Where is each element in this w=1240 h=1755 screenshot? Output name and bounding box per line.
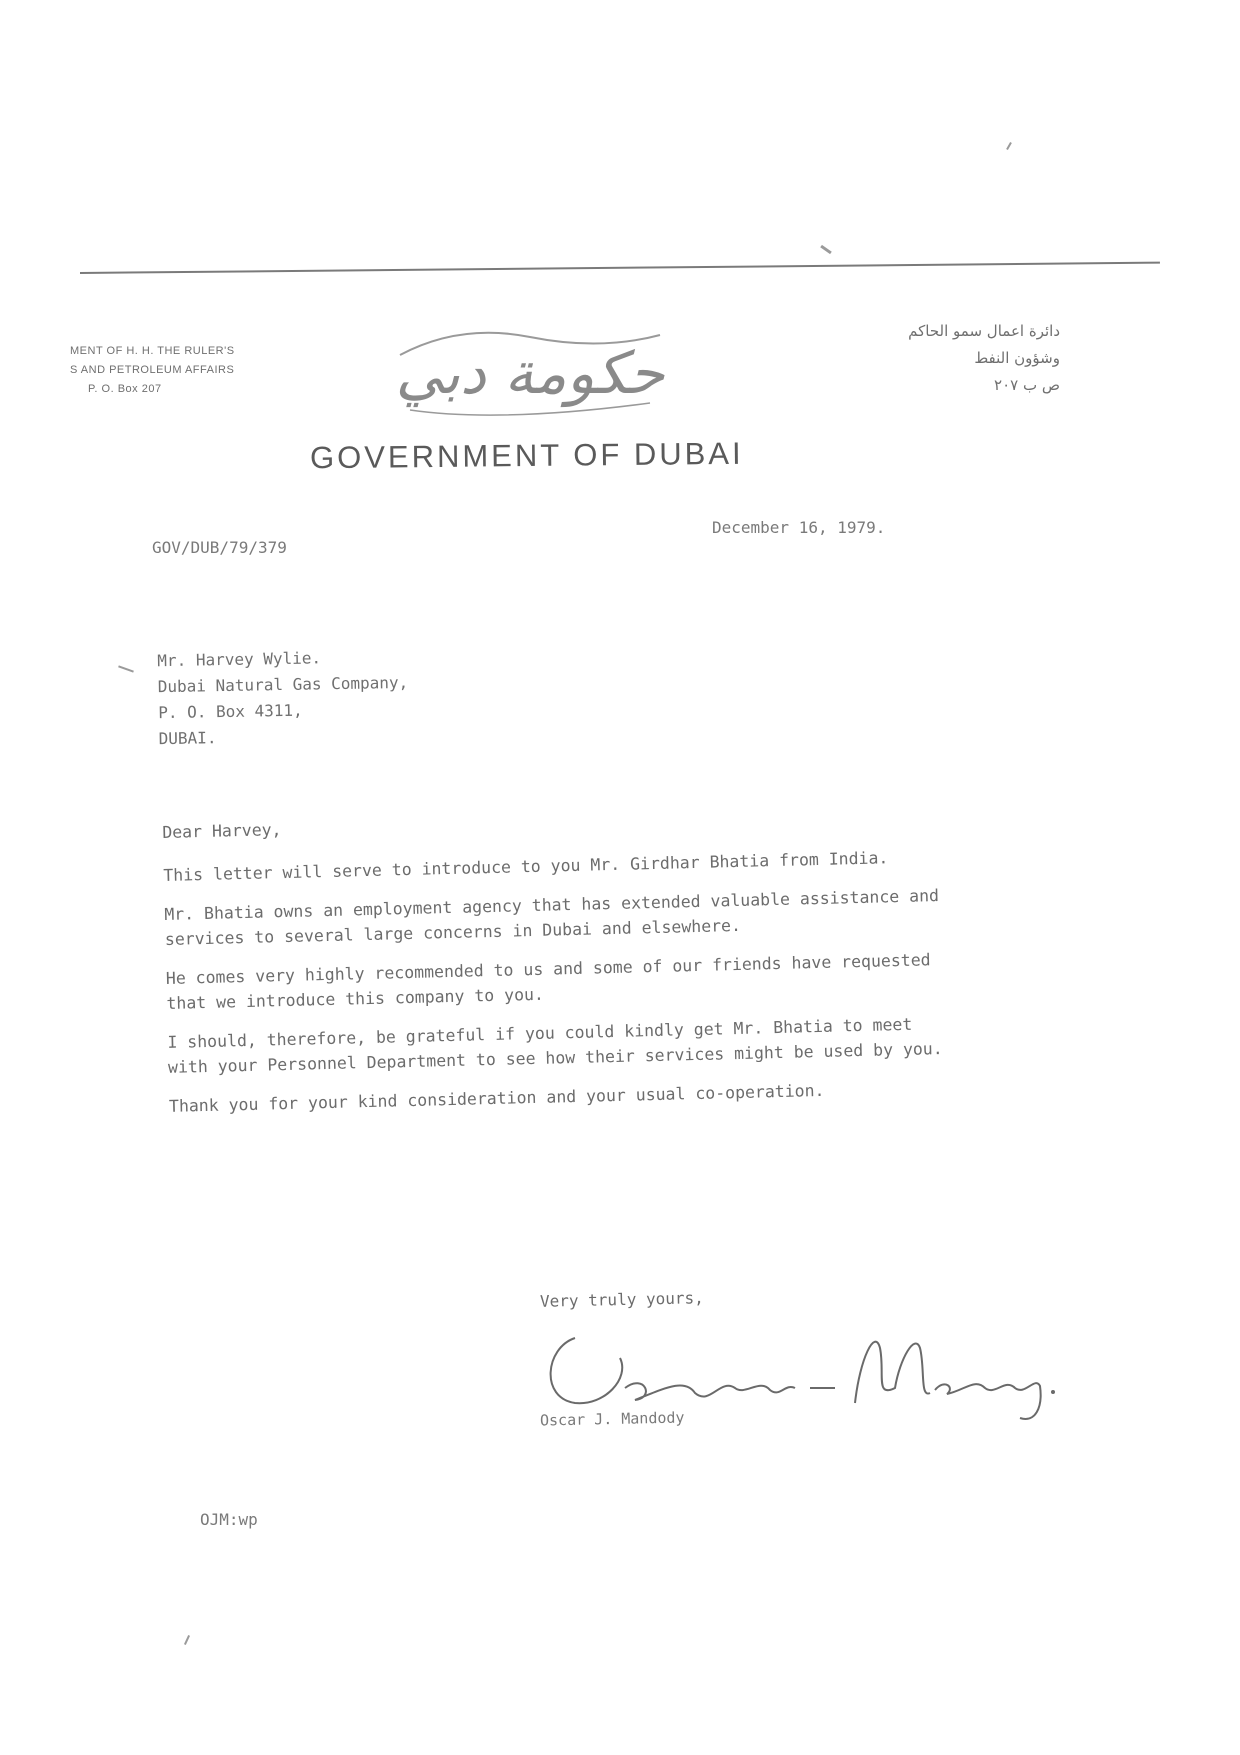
emblem-text: حكومة دبي [395, 339, 665, 407]
closing-line: Very truly yours, [539, 1288, 704, 1311]
po-box-arabic: ص ب ٢٠٧ [994, 376, 1060, 394]
scan-speck [1006, 142, 1012, 150]
letter-body [162, 801, 959, 1133]
recipient-company: Dubai Natural Gas Company, [157, 672, 409, 697]
signer-name: Oscar J. Mandody [539, 1408, 685, 1430]
body-paragraph: This letter will serve to introduce to you Mr. Girdhar Bhatia from India. [163, 848, 889, 885]
scan-speck [820, 245, 832, 254]
salutation: Dear Harvey, [162, 820, 282, 842]
department-english [70, 342, 235, 399]
body-paragraph: Thank you for your kind consideration and your usual co-operation. [168, 1080, 825, 1116]
government-title: GOVERNMENT OF DUBAI [309, 435, 744, 476]
scan-speck [118, 665, 134, 672]
scan-speck [184, 1635, 190, 1645]
department-line-2: S AND PETROLEUM AFFAIRS [70, 364, 235, 376]
letter-date: December 16, 1979. [712, 518, 886, 537]
department-arabic [840, 318, 1060, 399]
department-ar-line-1: دائرة اعمال سمو الحاكم [908, 322, 1060, 340]
header-rule [80, 262, 1160, 274]
arabic-calligraphy-emblem [380, 315, 680, 425]
department-line-1: MENT OF H. H. THE RULER'S [70, 345, 235, 357]
po-box-english: P. O. Box 207 [88, 383, 162, 395]
recipient-city: DUBAI. [158, 728, 217, 749]
recipient-name: Mr. Harvey Wylie. [157, 648, 322, 671]
body-paragraph: I should, therefore, be grateful if you could kindly get Mr. Bhatia to meet with your Personnel Department to see how their services might be used by you. [167, 1014, 943, 1077]
recipient-address [157, 644, 409, 752]
body-paragraph: He comes very highly recommended to us and some of our friends have requested that we introduce this company to you. [165, 950, 931, 1013]
department-ar-line-2: وشؤون النفط [974, 349, 1060, 367]
typist-initials: OJM:wp [200, 1510, 258, 1529]
body-paragraph: Mr. Bhatia owns an employment agency that has extended valuable assistance and services to several large concerns in Dubai and elsewhere. [164, 886, 940, 949]
reference-number: GOV/DUB/79/379 [152, 538, 287, 557]
recipient-po-box: P. O. Box 4311, [158, 700, 303, 723]
